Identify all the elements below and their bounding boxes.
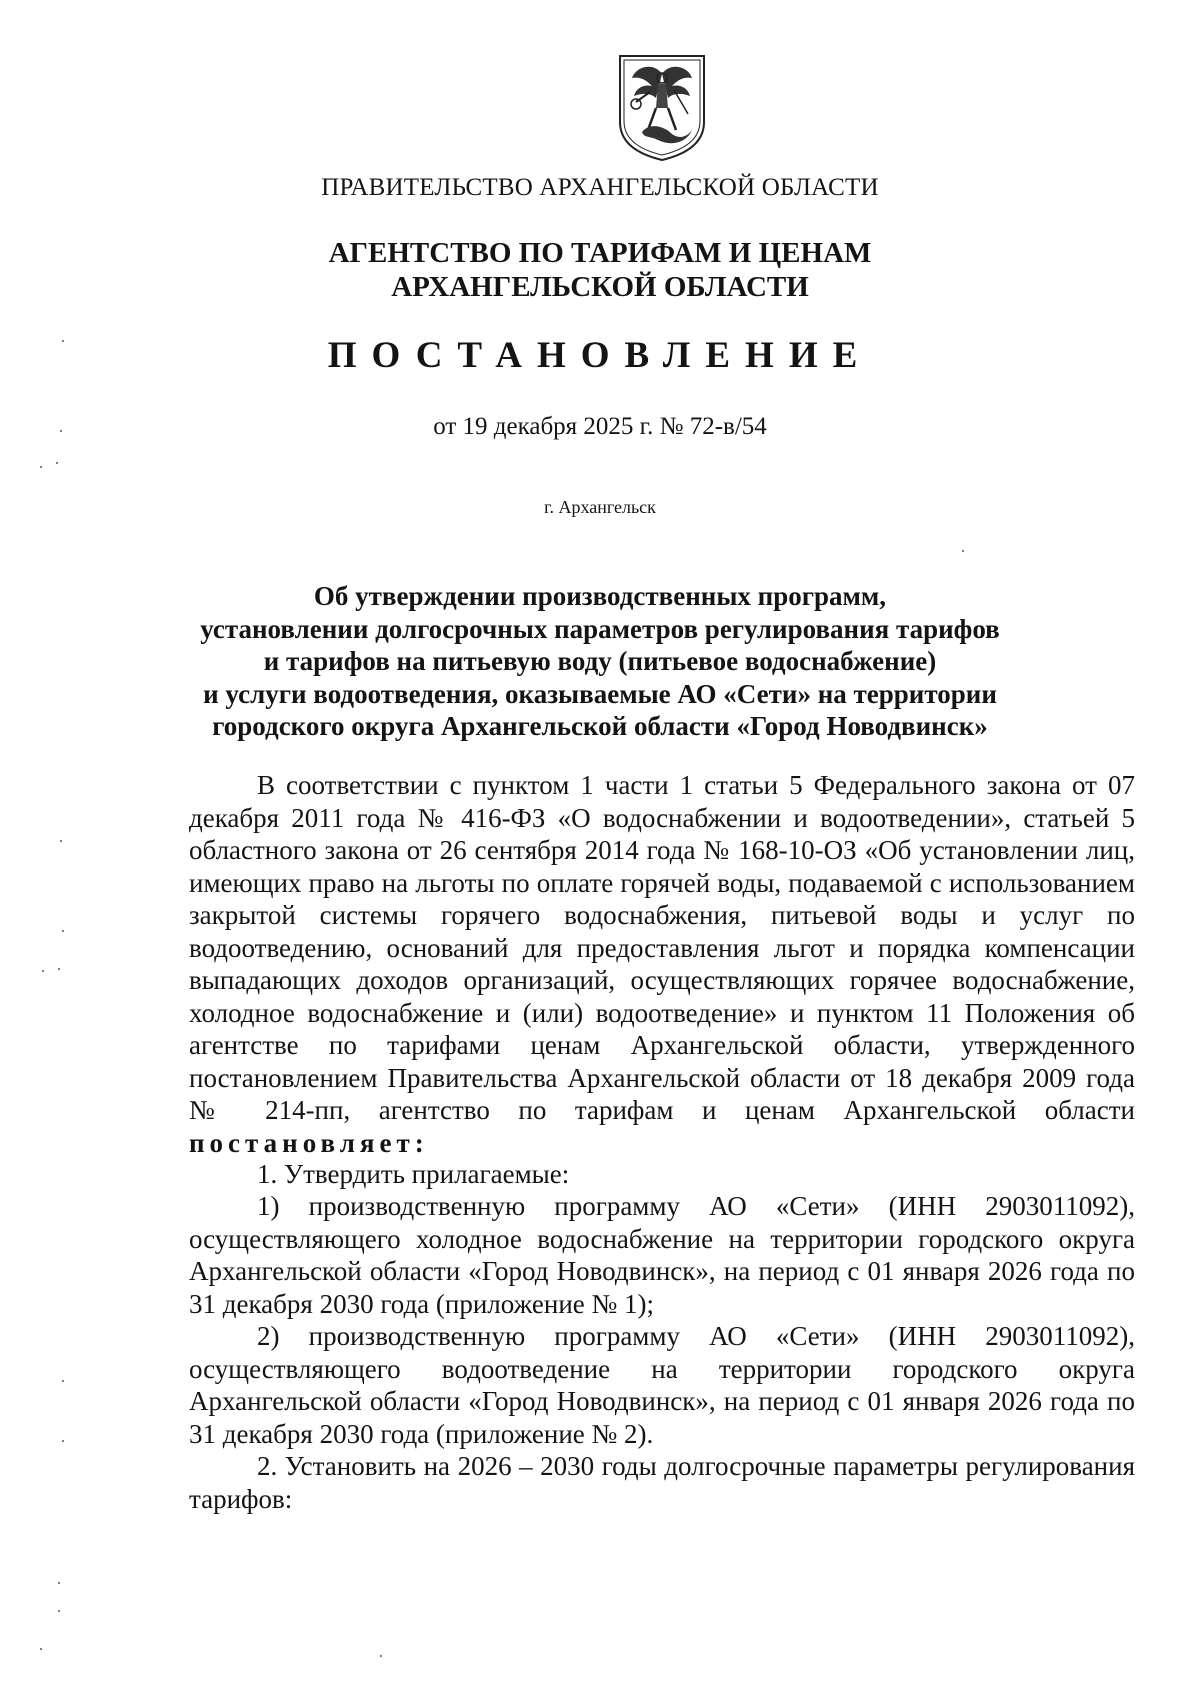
document-type: ПОСТАНОВЛЕНИЕ bbox=[327, 335, 873, 376]
agency-name-line2: АРХАНГЕЛЬСКОЙ ОБЛАСТИ bbox=[391, 271, 809, 303]
preamble-paragraph bbox=[189, 769, 1135, 1159]
title-line5: городского округа Архангельской области «Город Новодвинск» bbox=[212, 711, 988, 741]
arkhangelsk-coat-of-arms-icon bbox=[614, 52, 710, 164]
agency-name-line1: АГЕНТСТВО ПО ТАРИФАМ И ЦЕНАМ bbox=[328, 237, 872, 269]
preamble-text: В соответствии с пунктом 1 части 1 статьи 5 Федерального закона от 07 декабря 2011 года № 416-ФЗ «О водоснабжении и водоотведении», статьей 5 областного закона от 26 сентября 2014 года № 168-10-ОЗ «Об установлении лиц, имеющих право на льготы по оплате горячей воды, подаваемой с использованием закрытой системы горячего водоснабжения, питьевой воды и услуг по водоотведению, оснований для предоставления льгот и порядка компенсации выпадающих доходов организаций, осуществляющих горячее водоснабжение, холодное водоснабжение и (или) водоотведение» и пунктом 11 Положения об агентстве по тарифами ценам Архангельской области, утвержденного постановлением Правительства Архангельской области от 18 декабря 2009 года № 214-пп, агентство по тарифам и ценам Архангельской области bbox=[189, 770, 1135, 1125]
point-1-subitem-2: 2) производственную программу АО «Сети» (ИНН 2903011092), осуществляющего водоотведение на территории городского округа Архангельской области «Город Новодвинск», на период с 01 января 2026 года по 31 декабря 2030 года (приложение № 2). bbox=[189, 1321, 1135, 1449]
point-2: 2. Установить на 2026 – 2030 годы долгосрочные параметры регулирования тарифов: bbox=[189, 1451, 1135, 1514]
title-line3: и тарифов на питьевую воду (питьевое водоснабжение) bbox=[263, 646, 937, 676]
government-name: ПРАВИТЕЛЬСТВО АРХАНГЕЛЬСКОЙ ОБЛАСТИ bbox=[321, 174, 879, 201]
point-1 bbox=[189, 1158, 1135, 1191]
point-1-subitem-1: 1) производственную программу АО «Сети» (ИНН 2903011092), осуществляющего холодное водоснабжение на территории городского округа Архангельской области «Город Новодвинск», на период с 01 января 2026 года по 31 декабря 2030 года (приложение № 1); bbox=[189, 1191, 1135, 1319]
title-line2: установлении долгосрочных параметров регулирования тарифов bbox=[200, 613, 1000, 644]
title-line4: и услуги водоотведения, оказываемые АО «Сети» на территории bbox=[203, 678, 997, 709]
resolves-word: постановляет: bbox=[189, 1127, 429, 1158]
agency-name bbox=[150, 236, 1050, 304]
document-title bbox=[150, 580, 1050, 743]
document-date-number: от 19 декабря 2025 г. № 72-в/54 bbox=[433, 413, 767, 440]
point-1-text: 1. Утвердить прилагаемые: bbox=[257, 1159, 570, 1189]
title-line1: Об утверждении производственных программ, bbox=[313, 581, 887, 611]
document-city: г. Архангельск bbox=[544, 497, 656, 517]
